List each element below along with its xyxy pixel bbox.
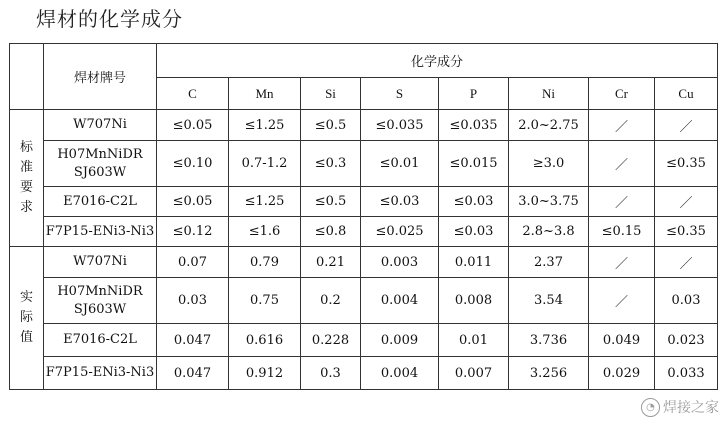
value-cell: 0.029 [589, 357, 655, 390]
value-cell: ／ [589, 141, 655, 187]
material-name-line: H07MnNiDR [57, 283, 143, 299]
material-name [44, 324, 157, 357]
value-cell: 0.008 [439, 278, 509, 324]
material-name-line: E7016-C2L [63, 332, 137, 347]
value-cell: 0.03 [157, 278, 229, 324]
group-label-char: 标 [19, 140, 33, 155]
value-cell: ≤0.035 [439, 110, 509, 141]
value-cell: 3.54 [509, 278, 589, 324]
material-name [44, 187, 157, 217]
element-header-s: S [361, 78, 439, 110]
value-cell: 0.033 [655, 357, 718, 390]
value-cell: ≤0.12 [157, 217, 229, 247]
value-cell: ≤0.3 [301, 141, 361, 187]
group-label-char: 值 [19, 330, 33, 345]
value-cell: ≤0.8 [301, 217, 361, 247]
material-name-line: E7016-C2L [63, 193, 137, 209]
page-title: 焊材的化学成分 [36, 7, 183, 31]
value-cell: ≤0.035 [361, 110, 439, 141]
table-row [10, 110, 718, 141]
value-cell: ≤0.03 [361, 187, 439, 217]
value-cell: 0.004 [361, 278, 439, 324]
value-cell: 0.3 [301, 357, 361, 390]
value-cell: 0.01 [439, 324, 509, 357]
value-cell: 0.047 [157, 324, 229, 357]
value-cell: ≤0.015 [439, 141, 509, 187]
table-row [10, 217, 718, 247]
material-name-line: F7P15-ENi3-Ni3 [45, 365, 155, 380]
value-cell: 0.004 [361, 357, 439, 390]
watermark [641, 397, 719, 417]
value-cell: 0.228 [301, 324, 361, 357]
value-cell: ≤0.10 [157, 141, 229, 187]
element-header-c: C [157, 78, 229, 110]
value-cell: 2.8~3.8 [509, 217, 589, 247]
value-cell: ≤0.35 [655, 141, 718, 187]
element-header-cu: Cu [655, 78, 718, 110]
value-cell: 0.912 [229, 357, 301, 390]
value-cell: ／ [655, 187, 718, 217]
group-label [10, 247, 44, 390]
value-cell: 0.21 [301, 247, 361, 278]
value-cell: ≤1.25 [229, 187, 301, 217]
corner-cell [10, 44, 44, 110]
value-cell: ≤1.6 [229, 217, 301, 247]
value-cell: ≤0.03 [439, 187, 509, 217]
value-cell: 2.0~2.75 [509, 110, 589, 141]
element-header-p: P [439, 78, 509, 110]
value-cell: 2.37 [509, 247, 589, 278]
value-cell: 0.023 [655, 324, 718, 357]
value-cell: ／ [589, 110, 655, 141]
group-label-char: 要 [19, 180, 33, 195]
group-label-char: 际 [19, 310, 33, 325]
value-cell: 0.047 [157, 357, 229, 390]
table-row [10, 141, 718, 187]
value-cell: 0.07 [157, 247, 229, 278]
value-cell: ≤0.05 [157, 187, 229, 217]
value-cell: ≥3.0 [509, 141, 589, 187]
value-cell: ／ [589, 247, 655, 278]
group-label [10, 110, 44, 247]
table-row [10, 278, 718, 324]
value-cell: 3.256 [509, 357, 589, 390]
table-row [10, 324, 718, 357]
value-cell: 0.75 [229, 278, 301, 324]
material-header: 焊材牌号 [44, 44, 157, 110]
value-cell: 3.736 [509, 324, 589, 357]
table-row [10, 187, 718, 217]
material-name [44, 278, 157, 324]
value-cell: ≤0.025 [361, 217, 439, 247]
value-cell: 3.0~3.75 [509, 187, 589, 217]
material-name-line: SJ603W [73, 164, 127, 180]
value-cell: ／ [655, 110, 718, 141]
material-name [44, 141, 157, 187]
value-cell: ／ [655, 247, 718, 278]
group-label-char: 求 [19, 200, 33, 215]
value-cell: ≤1.25 [229, 110, 301, 141]
value-cell: ≤0.5 [301, 187, 361, 217]
element-header-si: Si [301, 78, 361, 110]
value-cell: 0.03 [655, 278, 718, 324]
group-label-char: 准 [19, 160, 33, 175]
material-name [44, 110, 157, 141]
material-name-line: H07MnNiDR [57, 146, 143, 162]
value-cell: 0.616 [229, 324, 301, 357]
composition-header: 化学成分 [157, 44, 718, 78]
value-cell: ／ [589, 187, 655, 217]
table-row [10, 247, 718, 278]
value-cell: 0.007 [439, 357, 509, 390]
value-cell: 0.049 [589, 324, 655, 357]
value-cell: ≤0.03 [439, 217, 509, 247]
value-cell: 0.003 [361, 247, 439, 278]
material-name [44, 217, 157, 247]
composition-table [9, 43, 718, 390]
material-name-line: F7P15-ENi3-Ni3 [45, 223, 155, 239]
material-name-line: W707Ni [73, 117, 127, 132]
table-row [10, 357, 718, 390]
value-cell: 0.011 [439, 247, 509, 278]
value-cell: 0.009 [361, 324, 439, 357]
value-cell: ≤0.15 [589, 217, 655, 247]
element-header-ni: Ni [509, 78, 589, 110]
material-name-line: W707Ni [73, 254, 127, 269]
element-header-mn: Mn [229, 78, 301, 110]
value-cell: ≤0.01 [361, 141, 439, 187]
value-cell: ／ [589, 278, 655, 324]
wechat-logo-icon: ◔ [641, 398, 660, 417]
value-cell: ≤0.5 [301, 110, 361, 141]
value-cell: ≤0.35 [655, 217, 718, 247]
material-name [44, 357, 157, 390]
material-name-line: SJ603W [73, 301, 127, 317]
value-cell: 0.7-1.2 [229, 141, 301, 187]
value-cell: 0.79 [229, 247, 301, 278]
material-name [44, 247, 157, 278]
value-cell: 0.2 [301, 278, 361, 324]
watermark-text: 焊接之家 [663, 400, 719, 416]
element-header-cr: Cr [589, 78, 655, 110]
value-cell: ≤0.05 [157, 110, 229, 141]
group-label-char: 实 [19, 290, 33, 305]
